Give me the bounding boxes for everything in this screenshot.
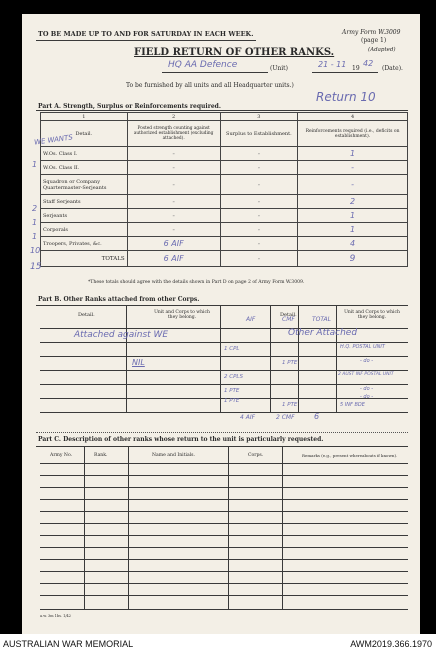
entry-detail: 2 CPLS xyxy=(224,374,243,380)
row-label: Serjeants xyxy=(41,209,128,223)
furnished-note: To be furnished by all units and all Headquarter units.) xyxy=(126,82,294,89)
posted-value: - xyxy=(127,161,220,175)
date-label: (Date). xyxy=(382,65,403,72)
part-c-title: Part C. Description of other ranks whose return to the unit is particularly requested. xyxy=(38,436,324,443)
column-header: Detail. xyxy=(78,312,95,318)
entry-detail: 1 CPL xyxy=(224,346,240,352)
entry-unit: - do - xyxy=(360,386,374,392)
col-number: 4 xyxy=(298,113,408,121)
column-header: Surplus to Establishment. xyxy=(220,121,297,147)
hand-col: TOTAL xyxy=(312,316,331,323)
section-separator xyxy=(36,432,408,433)
reinforcement-value: 4 xyxy=(298,237,408,251)
table-row xyxy=(41,195,408,209)
unit-label: (Unit) xyxy=(270,65,288,72)
entry-unit: - do - xyxy=(360,394,374,400)
date-underline xyxy=(312,72,378,73)
part-b-title: Part B. Other Ranks attached from other Corps. xyxy=(38,296,200,303)
margin-mark: 1 xyxy=(32,160,38,169)
posted-value: - xyxy=(127,195,220,209)
col-number: 3 xyxy=(220,113,297,121)
table-row xyxy=(41,223,408,237)
surplus-value: - xyxy=(220,237,297,251)
margin-mark: 10 xyxy=(30,246,41,255)
form-number: Army Form W.3009 xyxy=(342,29,401,36)
column-header: Army No. xyxy=(50,453,73,458)
posted-value: - xyxy=(127,175,220,195)
entry-unit: 5 INF BDE xyxy=(340,402,365,408)
column-header: Reinforcements required (i.e., deficits on establishment). xyxy=(298,121,408,147)
reinforcement-value: 2 xyxy=(298,195,408,209)
entry-detail: 1 PTE xyxy=(282,402,298,408)
column-header: Name and Initials. xyxy=(152,453,195,458)
column-header: Detail. xyxy=(41,121,128,147)
row-label: Troopers, Privates, &c. xyxy=(41,237,128,251)
print-code: a.w. 3m 1bs. 1/42 xyxy=(40,614,72,618)
archive-name: AUSTRALIAN WAR MEMORIAL xyxy=(3,639,134,649)
margin-mark: 2 xyxy=(32,204,38,213)
col-number: 2 xyxy=(127,113,220,121)
top-note: TO BE MADE UP TO AND FOR SATURDAY IN EACH WEEK. xyxy=(38,30,254,38)
entry-detail: 1 PTE xyxy=(282,360,298,366)
part-b-total: 2 CMF xyxy=(276,414,295,421)
archive-caption-bar xyxy=(0,634,436,653)
column-header: Posted strength counting against authorized establishment (excluding attached). xyxy=(127,121,220,147)
posted-value: - xyxy=(127,209,220,223)
column-header: Unit and Corps to which they belong. xyxy=(154,310,210,320)
surplus-value: - xyxy=(220,147,297,161)
part-c-grid xyxy=(40,447,408,609)
return-number: Return 10 xyxy=(316,90,376,104)
surplus-value: - xyxy=(220,209,297,223)
totals-surplus: - xyxy=(220,251,297,267)
entry-unit: H.Q. POSTAL UNIT xyxy=(340,344,385,350)
date-value: 21 - 11 xyxy=(318,60,347,69)
posted-value: 6 AIF xyxy=(127,237,220,251)
table-row xyxy=(41,209,408,223)
year-value: 42 xyxy=(363,59,374,68)
margin-total: 15 xyxy=(30,262,42,272)
part-a-title: Part A. Strength, Surplus or Reinforcements required. xyxy=(38,103,221,110)
reinforcement-value: 1 xyxy=(298,223,408,237)
column-header: Unit and Corps to which they belong. xyxy=(344,310,400,320)
part-a-rule xyxy=(36,110,408,111)
entry-detail: 1 PTE xyxy=(224,398,240,404)
surplus-value: - xyxy=(220,195,297,209)
hand-header-note: WE WANTS xyxy=(33,133,74,147)
adapted-note: (Adapted) xyxy=(368,47,396,53)
row-label: W.Os. Class II. xyxy=(41,161,128,175)
entry-detail: 1 PTE xyxy=(224,388,240,394)
surplus-value: - xyxy=(220,161,297,175)
surplus-value: - xyxy=(220,175,297,195)
reinforcement-value: - xyxy=(298,175,408,195)
page-title: FIELD RETURN OF OTHER RANKS. xyxy=(134,47,335,58)
row-label: Corporals xyxy=(41,223,128,237)
unit-underline xyxy=(162,72,268,73)
column-header: Detail. xyxy=(280,312,297,318)
part-b-total: 4 AIF xyxy=(240,414,256,421)
entry-unit: - do - xyxy=(360,358,374,364)
totals-posted: 6 AIF xyxy=(127,251,220,267)
posted-value: - xyxy=(127,147,220,161)
table-row xyxy=(41,237,408,251)
other-attached-note: Other Attached xyxy=(288,328,358,338)
top-rule xyxy=(36,40,256,41)
unit-value: HQ AA Defence xyxy=(168,60,238,70)
hand-col: CMF xyxy=(282,316,295,323)
reinforcement-value: - xyxy=(298,161,408,175)
posted-value: - xyxy=(127,223,220,237)
row-label: W.Os. Class I. xyxy=(41,147,128,161)
page-number: (page 1) xyxy=(361,37,387,44)
part-b-total: 6 xyxy=(314,412,320,421)
part-a-table xyxy=(40,112,408,267)
column-header: Corps. xyxy=(248,453,264,458)
column-header: Remarks (e.g., present whereabouts if known). xyxy=(302,453,398,458)
table-row xyxy=(41,161,408,175)
row-label: Staff Serjeants xyxy=(41,195,128,209)
column-header: Rank. xyxy=(94,453,108,458)
margin-mark: 1 xyxy=(32,232,38,241)
attached-note: Attached against WE xyxy=(74,330,169,340)
reinforcement-value: 1 xyxy=(298,147,408,161)
table-row xyxy=(41,175,408,195)
year-prefix: 19 xyxy=(352,65,360,72)
part-b-grid xyxy=(40,306,408,421)
totals-reinf: 9 xyxy=(298,251,408,267)
margin-mark: 1 xyxy=(32,218,38,227)
reinforcement-value: 1 xyxy=(298,209,408,223)
col-number: 1 xyxy=(41,113,128,121)
entry-unit: 2 AUST INF POSTAL UNIT xyxy=(338,372,394,377)
part-a-footnote: *These totals should agree with the details shown in Part D on page 2 of Army Form W.3009. xyxy=(88,280,305,285)
table-row xyxy=(41,147,408,161)
archive-reference: AWM2019.366.1970 xyxy=(350,639,432,649)
totals-label: TOTALS xyxy=(41,251,128,267)
totals-row xyxy=(41,251,408,267)
form-sheet xyxy=(22,14,420,634)
hand-col: AIF xyxy=(246,316,256,323)
surplus-value: - xyxy=(220,223,297,237)
row-label: Squadron or Company Quartermaster-Serjeants xyxy=(41,175,128,195)
nil-note: NIL xyxy=(132,358,145,367)
